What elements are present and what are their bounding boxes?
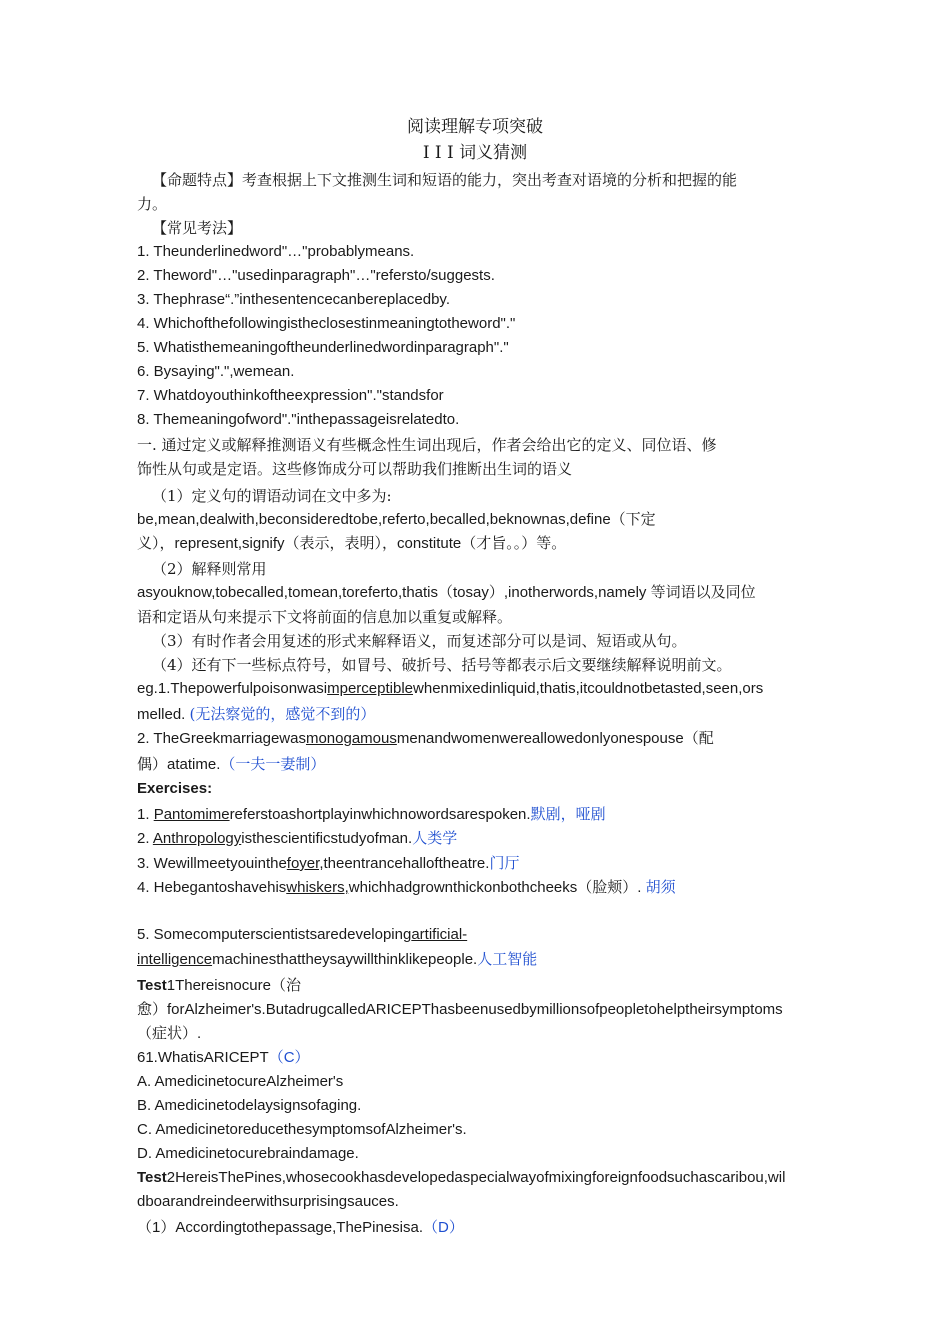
exercise-answer: 门厅 <box>489 854 520 872</box>
exercise-item <box>137 803 606 826</box>
example-1-underlined-word: mperceptible <box>327 680 414 697</box>
test2-line-2: dboarandreindeerwithsurprisingsauces. <box>137 1193 399 1210</box>
exercise-text: whichhadgrownthickonbothcheeks（脸颊）. <box>348 879 642 896</box>
example-1-line-1 <box>137 678 763 700</box>
example-2-underlined-word: monogamous <box>305 730 397 747</box>
exercise-item <box>137 852 519 875</box>
test1-line-2: 愈）forAlzheimer's.ButadrugcalledARICEPThasbeenusedbymillionsofpeopletohelptheirsymptoms <box>137 1001 783 1018</box>
exercise-number: 4. Hebegantoshavehis <box>137 879 287 896</box>
example-1-answer: (无法察觉的，感觉不到的） <box>189 705 376 723</box>
exercise-number: 2. <box>137 830 153 847</box>
test1-line-1 <box>137 975 301 997</box>
method-item: 4. Whichofthefollowingistheclosestinmeaningtotheword"." <box>137 315 516 332</box>
test2-text-1: 2HereisThePines,whosecookhasdevelopedaspecialwayofmixingforeignfoodsuchascaribou,wil <box>166 1169 786 1186</box>
exercises-label: Exercises: <box>137 780 213 797</box>
exercise-number: 1. <box>137 806 154 823</box>
test2-label: Test <box>137 1169 167 1186</box>
point-2-heading: （2）解释则常用 <box>152 560 267 578</box>
section1-text-2: 饰性从句或是定语。这些修饰成分可以帮助我们推断出生词的语义 <box>137 460 573 478</box>
method-item: 5. Whatisthemeaningoftheunderlinedwordinparagraph"." <box>137 339 509 356</box>
intro-label: 【命题特点】 <box>152 171 243 189</box>
exercise-text: isthescientificstudyofman. <box>241 830 413 847</box>
test1-label: Test <box>137 977 167 994</box>
intro-text-1: 考查根据上下文推测生词和短语的能力，突出考查对语境的分析和把握的能 <box>242 171 738 189</box>
point-1-heading: （1）定义句的谓语动词在文中多为: <box>152 487 392 505</box>
exercise-5-underlined-word-cont: intelligence <box>137 951 213 968</box>
example-1-text-end: melled. <box>137 706 186 723</box>
exercise-5-line-2 <box>137 948 537 971</box>
test1-answer: （C） <box>268 1049 310 1066</box>
example-1-line-2 <box>137 703 375 726</box>
exercise-5-line-1 <box>137 924 467 946</box>
test2-question <box>137 1217 464 1239</box>
example-2-answer: （一夫一妻制） <box>220 755 326 773</box>
answer-option: A. AmedicinetocureAlzheimer's <box>137 1073 344 1090</box>
method-item: 3. Thephrase“.”inthesentencecanbereplacedby. <box>137 291 450 308</box>
exercise-item <box>137 827 457 850</box>
exercise-text: theentrancehalloftheatre. <box>323 855 490 872</box>
exercise-item <box>137 876 676 899</box>
test1-line-3: （症状）. <box>137 1025 202 1042</box>
point-4: （4）还有下一些标点符号，如冒号、破折号、括号等都表示后文要继续解释说明前文。 <box>152 656 732 674</box>
section1-text-1: 有些概念性生词出现后，作者会给出它的定义、同位语、修 <box>326 436 717 454</box>
exercise-5-text: 5. Somecomputerscientistsaredeveloping <box>137 926 412 943</box>
exercise-underlined-word: Anthropology <box>152 830 242 847</box>
exercise-text: referstoashortplayinwhichnowordsarespoken. <box>229 806 531 823</box>
exercise-answer: 胡须 <box>645 878 676 896</box>
section1-line-1 <box>137 434 717 456</box>
exercise-5-answer: 人工智能 <box>477 950 538 968</box>
example-2-text: 2. TheGreekmarriagewas <box>137 730 306 747</box>
exercise-5-underlined-word: artificial- <box>411 926 468 943</box>
example-1-text-rest: whenmixedinliquid,thatis,itcouldnotbetasted,seen,ors <box>413 680 764 697</box>
answer-option: D. Amedicinetocurebraindamage. <box>137 1145 359 1162</box>
exercise-underlined-word: whiskers, <box>286 879 349 896</box>
common-methods-label: 【常见考法】 <box>152 219 243 237</box>
section1-heading: 一. 通过定义或解释推测语义 <box>137 436 327 454</box>
answer-option: C. AmedicinetoreducethesymptomsofAlzheimer's. <box>137 1121 467 1138</box>
method-item: 1. Theunderlinedword"…"probablymeans. <box>137 243 415 260</box>
exercise-number: 3. Wewillmeetyouinthe <box>137 855 287 872</box>
point-2-line-1: asyouknow,tobecalled,tomean,toreferto,thatis（tosay）,inotherwords,namely 等词语以及同位 <box>137 584 756 601</box>
point-1-line-1: be,mean,dealwith,beconsideredtobe,referto,becalled,beknownas,define（下定 <box>137 511 656 528</box>
example-2-line-1 <box>137 728 714 750</box>
point-2-line-2: 语和定语从句来提示下文将前面的信息加以重复或解释。 <box>137 608 513 626</box>
intro-line-2: 力。 <box>137 195 168 213</box>
method-item: 7. Whatdoyouthinkoftheexpression"."standsfor <box>137 387 444 404</box>
point-1-line-2: 义），represent,signify（表示，表明），constitute（才旨。。）等。 <box>137 535 567 552</box>
test2-question-text: （1）Accordingtothepassage,ThePinesisa. <box>137 1219 423 1236</box>
exercise-underlined-word: foyer, <box>286 855 324 872</box>
page-subtitle: I I I 词义猜测 <box>422 143 528 163</box>
method-item: 8. Themeaningofword"."inthepassageisrelatedto. <box>137 411 460 428</box>
method-item: 6. Bysaying".",wemean. <box>137 363 295 380</box>
example-2-text-rest: menandwomenwereallowedonlyonespouse（配 <box>396 730 714 747</box>
test2-answer: （D） <box>423 1219 464 1236</box>
exercise-answer: 人类学 <box>412 829 458 847</box>
example-1-text: eg.1.Thepowerfulpoisonwasi <box>137 680 328 697</box>
test1-text-1: 1Thereisnocure（治 <box>166 977 301 994</box>
test2-line-1 <box>137 1167 785 1189</box>
test1-question-text: 61.WhatisARICEPT <box>137 1049 269 1066</box>
answer-option: B. Amedicinetodelaysignsofaging. <box>137 1097 362 1114</box>
exercise-5-text-rest: machinesthattheysaywillthinklikepeople. <box>212 951 478 968</box>
intro-line-1 <box>152 169 737 191</box>
exercise-underlined-word: Pantomime <box>153 806 230 823</box>
example-2-text-end: 偶）atatime. <box>137 756 221 773</box>
exercise-answer: 默剧，哑剧 <box>530 805 606 823</box>
page-title: 阅读理解专项突破 <box>407 117 543 137</box>
point-3: （3）有时作者会用复述的形式来解释语义，而复述部分可以是词、短语或从句。 <box>152 632 687 650</box>
test1-question <box>137 1047 310 1069</box>
method-item: 2. Theword"…"usedinparagraph"…"refersto/suggests. <box>137 267 495 284</box>
example-2-line-2 <box>137 753 325 776</box>
